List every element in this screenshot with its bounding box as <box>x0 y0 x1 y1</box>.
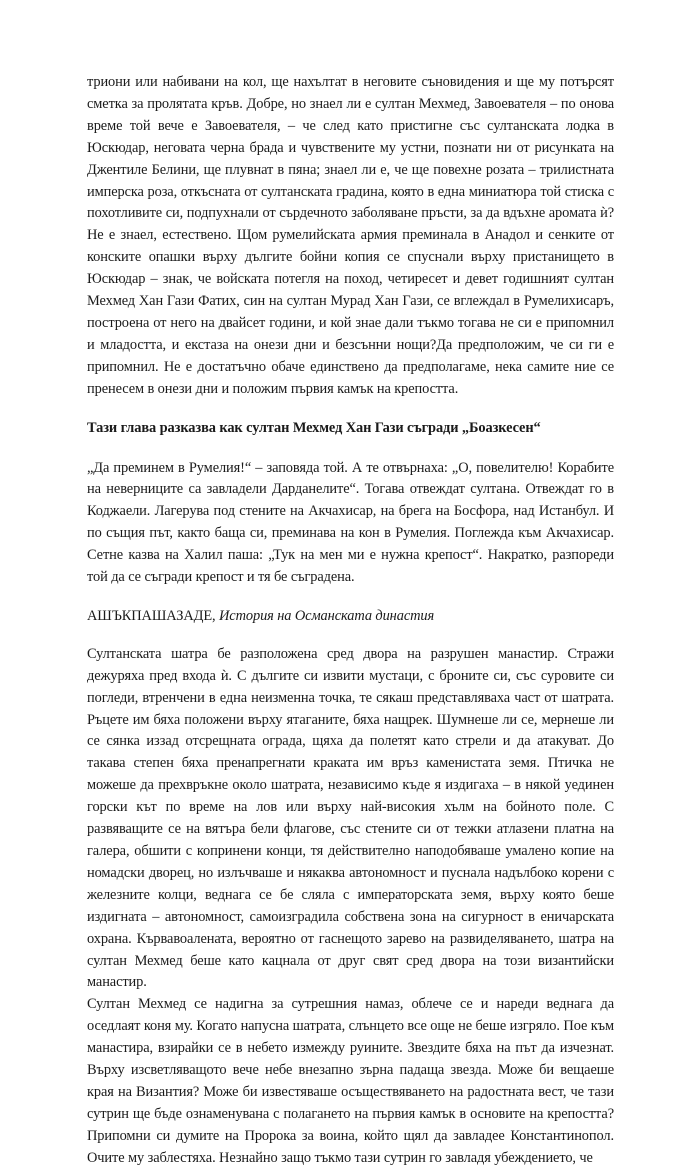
chapter-heading: Тази глава разказва как султан Мехмед Хан Гази съгради „Боазкесен“ <box>87 419 541 436</box>
epigraph-source <box>87 606 614 628</box>
tent-paragraph: Султанската шатра бе разположена сред двора на разрушен манастир. Стражи дежуряха пред входа ѝ. С дългите си извити мустаци, с броните си, със суровите си погледи, втренчени в една неизменна точка, те сякаш представляваха част от шатрата. Ръцете им бяха положени върху ятаганите, бяха нащрек. Шумнеше ли се, мернеше ли се сянка иззад отсрещната ограда, щяха да полетят като стрели и да атакуват. До такава степен бяха пренапрегнати краката им връз каменистата земя. Птичка не можеше да прехвръкне около шатрата, независимо къде я издигаха – в някой уединен горски кът по време на лов или върху най-високия хълм на бойното поле. С развяващите се на вятъра бели флагове, със стените си от тежки атлазени платна на галера, обшити с копринени конци, тя действително наподобяваше умалено копие на номадски дворец, но излъчваше и някаква автономност и пуснала надълбоко корени с железните колци, веднага се бе сляла с императорската земя, върху която беше издигната – автономност, самоизградила собствена зона на сигурност в еничарската охрана. Кървавоалената, вероятно от гаснещото зарево на развиделяването, шатра на султан Мехмед беше като кацнала от друг свят сред двора на този византийски манастир. <box>87 645 614 991</box>
source-title: История на Османската династия <box>219 607 435 624</box>
source-author: АШЪКПАШАЗАДЕ, <box>87 607 220 624</box>
epigraph-quote: „Да преминем в Румелия!“ – заповяда той. А те отвърнаха: „О, повелителю! Корабите на неверниците са завладели Дарданелите“. Тогава отвеждат султана. Отвеждат го в Коджаели. Лагерува под стените на Акчахисар, на брега на Босфора, над Истанбул. И по същия път, както баща си, преминава на кон в Румелия. Поглежда към Акчахисар. Сетне казва на Халил паша: „Тук на мен ми е нужна крепост“. Накратко, разпореди той да се съгради крепост и тя бе съградена. <box>87 459 614 586</box>
morning-paragraph: Султан Мехмед се надигна за сутрешния намаз, облече се и нареди веднага да оседлаят коня му. Когато напусна шатрата, слънцето все още не беше изгряло. Пое към манастира, взирайки се в небето измежду руините. Звездите бяха на път да изчезнат. Върху изсветляващото вече небе внезапно зърна падаща звезда. Може би вещаеше края на Византия? Може би известяваше осъществяването на радостната вест, че тази сутрин ще бъде ознаменувана с полагането на първия камък в основите на крепостта? Припомни си думите на Пророка за воина, който щял да завладее Константинопол. Очите му заблестяха. Незнайно защо тъкмо тази сутрин го завладя убеждението, че <box>87 996 614 1166</box>
intro-paragraph: триони или набивани на кол, ще нахълтат в неговите съновидения и ще му потърсят сметка за пролятата кръв. Добре, но знаел ли е султан Мехмед, Завоевателя – по онова време той вече е Завоевателя, – че след като пристигне със султанската лодка в Юскюдар, неговата черна брада и чувствените му устни, познати ни от рисунката на Джентиле Белини, ще плувнат в пяна; знаел ли е, че ще повехне розата – трилистната имперска роза, откъсната от султанската градина, която в една миниатюра той стиска с похотливите си, подпухнали от сърдечното заболяване пръсти, за да вдъхне аромата ѝ? Не е знаел, естествено. Щом румелийската армия преминала в Анадол и сенките от конските опашки върху дългите бойни копия се спуснали върху пристанището в Юскюдар – знак, че войската потегля на поход, четиресет и девет годишният султан Мехмед Хан Гази Фатих, син на султан Мурад Хан Гази, се вглеждал в Румелихисаръ, построена от него на двайсет години, и кой знае дали тъкмо тогава не си е припомнил и младостта, и екстаза на онези дни и безсънни нощи?Да предположим, че си ги е припомнил. Не е достатъчно обаче единствено да предполагаме, нека самите ние се пренесем в онези дни и положим първия камък на крепостта. <box>87 74 614 397</box>
